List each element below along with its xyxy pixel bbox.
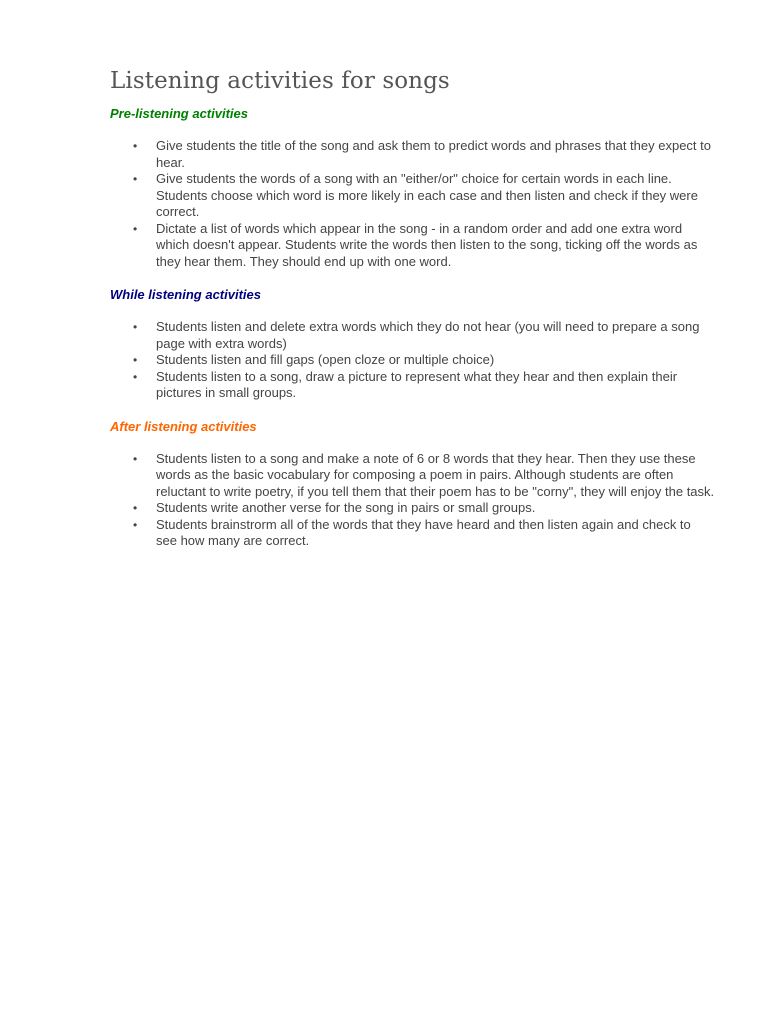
while-listening-list bbox=[110, 319, 715, 402]
list-item: • Students listen and fill gaps (open cloze or multiple choice) bbox=[156, 352, 715, 369]
list-item: • Give students the title of the song and ask them to predict words and phrases that they expect to hear. bbox=[156, 138, 715, 171]
list-item: • Give students the words of a song with an "either/or" choice for certain words in each line. Students choose which word is more likely in each case and then listen and check if they were correct. bbox=[156, 171, 715, 221]
list-item: • Students listen to a song, draw a picture to represent what they hear and then explain their pictures in small groups. bbox=[156, 369, 715, 402]
list-item: • Students write another verse for the song in pairs or small groups. bbox=[156, 500, 715, 517]
after-listening-list bbox=[110, 451, 715, 550]
section-heading-while-listening: While listening activities bbox=[110, 287, 261, 302]
section-heading-after-listening: After listening activities bbox=[110, 418, 257, 434]
pre-listening-list bbox=[110, 138, 715, 270]
document-page bbox=[110, 66, 715, 566]
list-item: • Dictate a list of words which appear in the song - in a random order and add one extra word which doesn't appear. Students write the words then listen to the song, ticking off the words as they hear them. They should end up with one word. bbox=[156, 221, 715, 271]
list-item: • Students listen to a song and make a note of 6 or 8 words that they hear. Then they use these words as the basic vocabulary for composing a poem in pairs. Although students are often reluctant to write poetry, if you tell them that their poem has to be "corny", they will enjoy the task. bbox=[156, 451, 715, 501]
section-heading-pre-listening: Pre-listening activities bbox=[110, 106, 248, 121]
page-title: Listening activities for songs bbox=[110, 68, 450, 94]
list-item: • Students brainstrorm all of the words that they have heard and then listen again and check to see how many are correct. bbox=[156, 517, 715, 550]
list-item: • Students listen and delete extra words which they do not hear (you will need to prepare a song page with extra words) bbox=[156, 319, 715, 352]
